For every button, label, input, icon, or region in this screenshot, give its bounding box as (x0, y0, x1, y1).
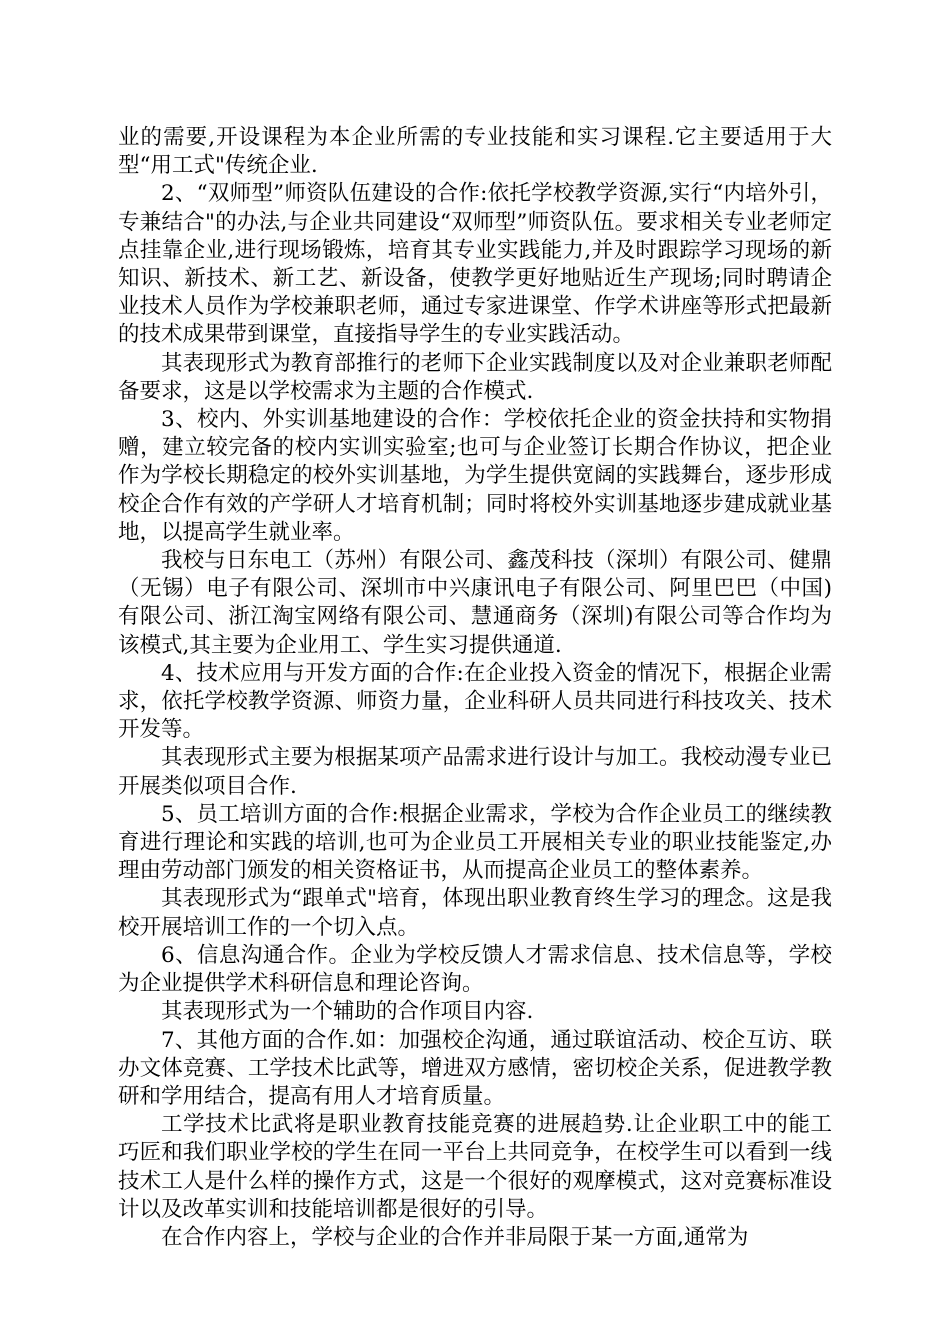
paragraph: 业的需要,开设课程为本企业所需的专业技能和实习课程.它主要适用于大型“用工式"传统企业. (118, 125, 832, 179)
paragraph: 3、校内、外实训基地建设的合作：学校依托企业的资金扶持和实物捐赠，建立较完备的校内实训实验室;也可与企业签订长期合作协议，把企业作为学校长期稳定的校外实训基地，为学生提供宽阔的实践舞台，逐步形成校企合作有效的产学研人才培育机制；同时将校外实训基地逐步建成就业基地，以提高学生就业率。 (118, 407, 832, 545)
paragraph: 4、技术应用与开发方面的合作:在企业投入资金的情况下，根据企业需求，依托学校教学资源、师资力量，企业科研人员共同进行科技攻关、技术开发等。 (118, 660, 832, 743)
paragraph: 其表现形式主要为根据某项产品需求进行设计与加工。我校动漫专业已开展类似项目合作. (118, 745, 832, 799)
paragraph: 我校与日东电工（苏州）有限公司、鑫茂科技（深圳）有限公司、健鼎（无锡）电子有限公司、深圳市中兴康讯电子有限公司、阿里巴巴（中国)有限公司、浙江淘宝网络有限公司、慧通商务（深圳)有限公司等合作均为该模式,其主要为企业用工、学生实习提供通道. (118, 548, 832, 658)
document-page (118, 124, 832, 1252)
paragraph: 其表现形式为教育部推行的老师下企业实践制度以及对企业兼职老师配备要求，这是以学校需求为主题的合作模式. (118, 350, 832, 404)
paragraph: 7、其他方面的合作.如：加强校企沟通，通过联谊活动、校企互访、联办文体竞赛、工学技术比武等，增进双方感情，密切校企关系，促进教学教研和学用结合，提高有用人才培育质量。 (118, 1027, 832, 1109)
paragraph: 6、信息沟通合作。企业为学校反馈人才需求信息、技术信息等，学校为企业提供学术科研信息和理论咨询。 (118, 942, 832, 997)
paragraph: 2、“双师型”师资队伍建设的合作:依托学校教学资源,实行“内培外引，专兼结合"的办法,与企业共同建设“双师型”师资队伍。要求相关专业老师定点挂靠企业,进行现场锻炼，培育其专业实践能力,并及时跟踪学习现场的新知识、新技术、新工艺、新设备，使教学更好地贴近生产现场;同时聘请企业技术人员作为学校兼职老师，通过专家进课堂、作学术讲座等形式把最新的技术成果带到课堂，直接指导学生的专业实践活动。 (118, 181, 832, 348)
paragraph: 其表现形式为“跟单式"培育，体现出职业教育终生学习的理念。这是我校开展培训工作的一个切入点。 (118, 886, 832, 940)
paragraph: 工学技术比武将是职业教育技能竞赛的进展趋势.让企业职工中的能工巧匠和我们职业学校的学生在同一平台上共同竞争，在校学生可以看到一线技术工人是什么样的操作方式，这是一个很好的观摩模式，这对竞赛标准设计以及改革实训和技能培训都是很好的引导。 (118, 1112, 832, 1222)
paragraph: 其表现形式为一个辅助的合作项目内容. (161, 999, 534, 1025)
paragraph: 5、员工培训方面的合作:根据企业需求，学校为合作企业员工的继续教育进行理论和实践的培训,也可为企业员工开展相关专业的职业技能鉴定,办理由劳动部门颁发的相关资格证书，从而提高企业员工的整体素养。 (118, 801, 832, 884)
paragraph: 在合作内容上，学校与企业的合作并非局限于某一方面,通常为 (161, 1224, 749, 1250)
